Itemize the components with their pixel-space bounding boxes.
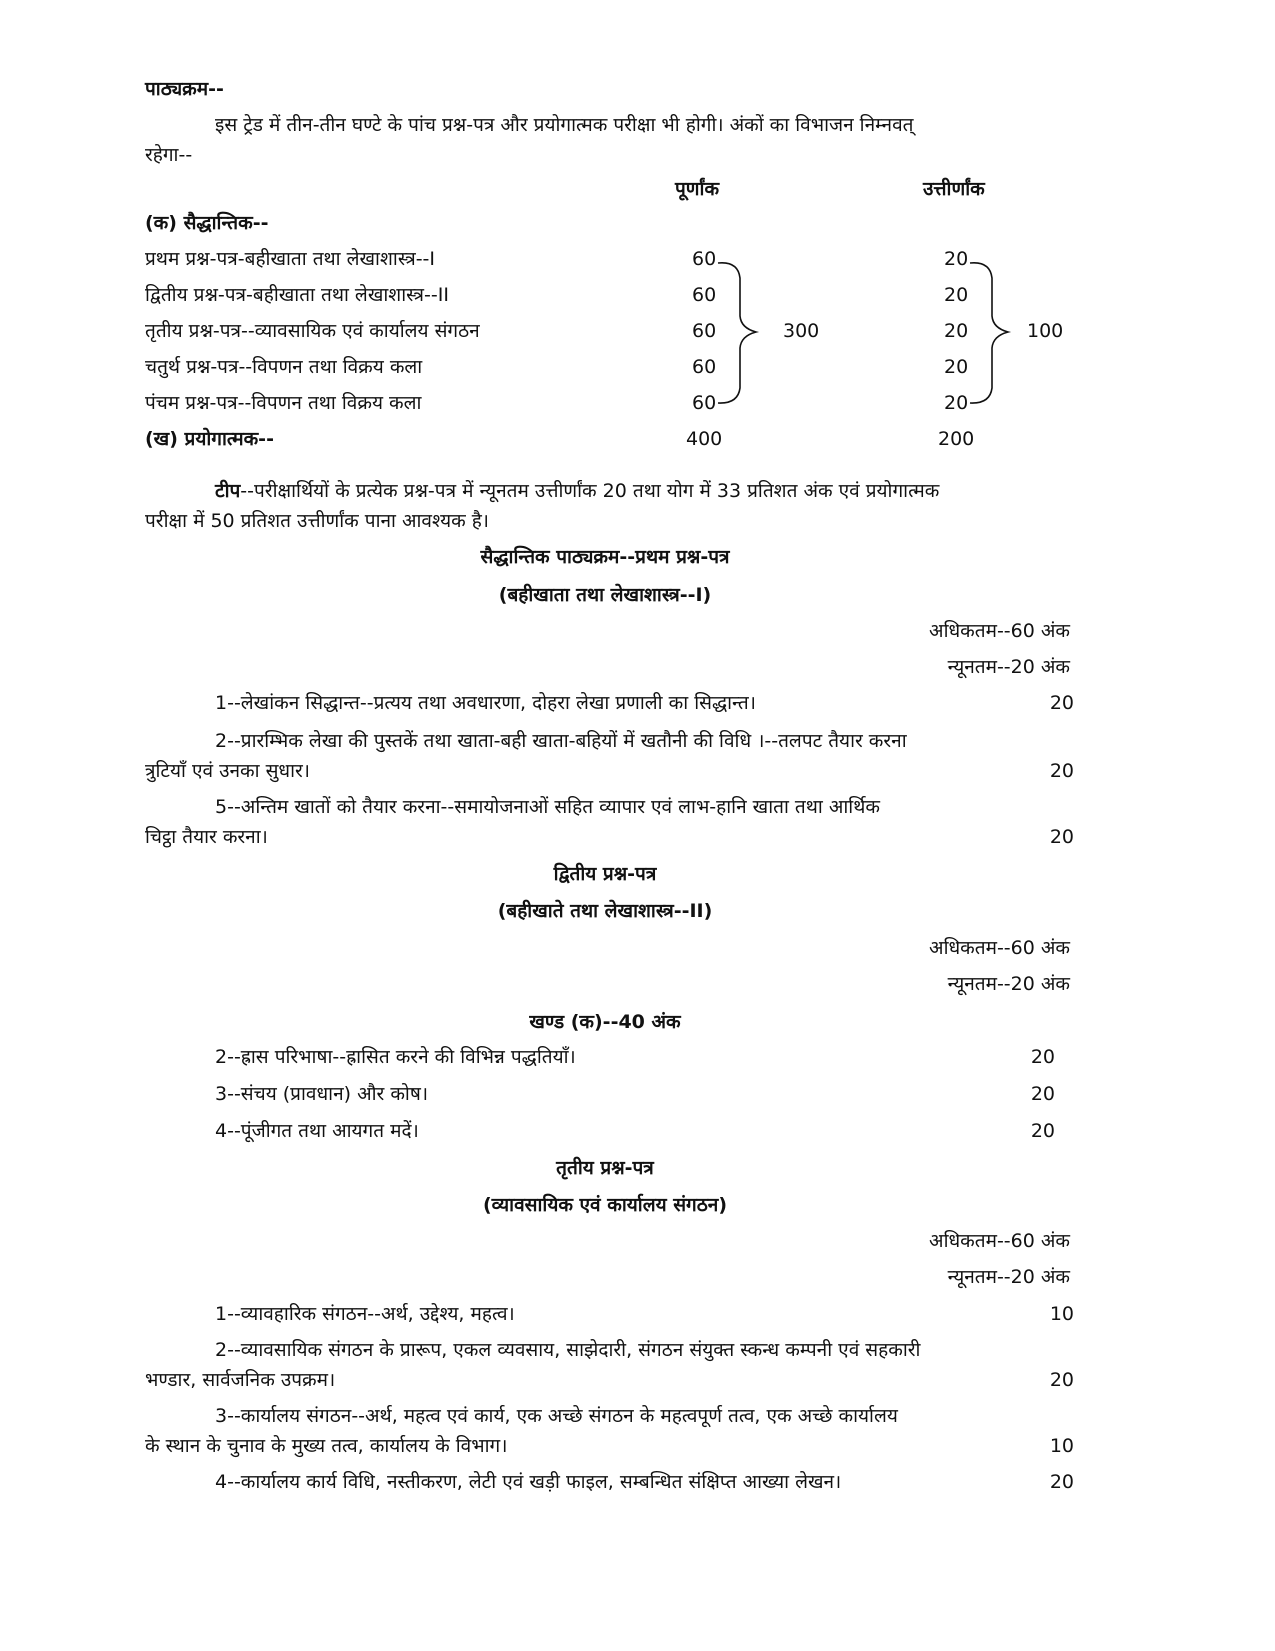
intro-line-1: इस ट्रेड में तीन-तीन घण्टे के पांच प्रश्न-पत्र और प्रयोगात्मक परीक्षा भी होगी। अंकों का विभाजन निम्नवत् bbox=[215, 114, 914, 136]
table-row-full: 60 bbox=[692, 392, 717, 414]
paper2-item: 3--संचय (प्रावधान) और कोष। bbox=[215, 1083, 429, 1105]
table-row-full: 60 bbox=[692, 284, 717, 306]
paper2-item: 4--पूंजीगत तथा आयगत मदें। bbox=[215, 1120, 419, 1142]
table-row-full: 60 bbox=[692, 320, 717, 342]
paper3-title: तृतीय प्रश्न-पत्र bbox=[556, 1157, 654, 1179]
practical-pass-marks: 200 bbox=[938, 428, 975, 450]
paper1-max-marks: अधिकतम--60 अंक bbox=[929, 620, 1070, 642]
paper3-item-marks: 10 bbox=[1049, 1435, 1074, 1457]
paper1-item-cont: त्रुटियाँ एवं उनका सुधार। bbox=[145, 760, 311, 782]
table-row-full: 60 bbox=[692, 248, 717, 270]
paper1-item-marks: 20 bbox=[1049, 692, 1074, 714]
table-row-label: प्रथम प्रश्न-पत्र-बहीखाता तथा लेखाशास्त्र--I bbox=[145, 248, 436, 270]
paper2-max-marks: अधिकतम--60 अंक bbox=[929, 937, 1070, 959]
paper3-item-cont: के स्थान के चुनाव के मुख्य तत्व, कार्यालय के विभाग। bbox=[145, 1435, 508, 1457]
table-row-full: 60 bbox=[692, 356, 717, 378]
paper3-item: 2--व्यावसायिक संगठन के प्रारूप, एकल व्यवसाय, साझेदारी, संगठन संयुक्त स्कन्ध कम्पनी एवं सहकारी bbox=[215, 1339, 921, 1361]
table-row-pass: 20 bbox=[944, 356, 969, 378]
note-line-2: परीक्षा में 50 प्रतिशत उत्तीर्णांक पाना आवश्यक है। bbox=[145, 510, 490, 532]
paper3-max-marks: अधिकतम--60 अंक bbox=[929, 1230, 1070, 1252]
paper1-min-marks: न्यूनतम--20 अंक bbox=[947, 656, 1070, 678]
paper2-item: 2--ह्रास परिभाषा--ह्रासित करने की विभिन्न पद्धतियाँ। bbox=[215, 1046, 576, 1068]
paper1-item-marks: 20 bbox=[1049, 760, 1074, 782]
practical-label: (ख) प्रयोगात्मक-- bbox=[145, 428, 274, 450]
col-header-full-marks: पूर्णांक bbox=[675, 178, 720, 200]
paper2-item-marks: 20 bbox=[1030, 1083, 1055, 1105]
practical-full-marks: 400 bbox=[686, 428, 723, 450]
paper2-item-marks: 20 bbox=[1030, 1120, 1055, 1142]
paper3-item-marks: 10 bbox=[1049, 1303, 1074, 1325]
intro-line-2: रहेगा-- bbox=[145, 144, 193, 166]
table-row-pass: 20 bbox=[944, 284, 969, 306]
paper3-item: 3--कार्यालय संगठन--अर्थ, महत्व एवं कार्य, एक अच्छे संगठन के महत्वपूर्ण तत्व, एक अच्छे कार्यालय bbox=[215, 1405, 898, 1427]
table-row-label: तृतीय प्रश्न-पत्र--व्यावसायिक एवं कार्यालय संगठन bbox=[145, 320, 480, 342]
page-heading: पाठ्यक्रम-- bbox=[145, 78, 224, 100]
col-header-pass-marks: उत्तीर्णांक bbox=[923, 178, 985, 200]
pass-marks-brace bbox=[968, 258, 1030, 408]
paper3-min-marks: न्यूनतम--20 अंक bbox=[947, 1266, 1070, 1288]
paper1-item: 2--प्रारम्भिक लेखा की पुस्तकें तथा खाता-बही खाता-बहियों में खतौनी की विधि ।--तलपट तैयार करना bbox=[215, 730, 907, 752]
paper1-subtitle: (बहीखाता तथा लेखाशास्त्र--I) bbox=[498, 584, 712, 606]
paper3-item-cont: भण्डार, सार्वजनिक उपक्रम। bbox=[145, 1369, 336, 1391]
paper3-item-marks: 20 bbox=[1049, 1471, 1074, 1493]
table-row-pass: 20 bbox=[944, 392, 969, 414]
paper2-item-marks: 20 bbox=[1030, 1046, 1055, 1068]
paper1-item: 1--लेखांकन सिद्धान्त--प्रत्यय तथा अवधारणा, दोहरा लेखा प्रणाली का सिद्धान्त। bbox=[215, 692, 756, 714]
paper3-item: 4--कार्यालय कार्य विधि, नस्तीकरण, लेटी एवं खड़ी फाइल, सम्बन्धित संक्षिप्त आख्या लेखन। bbox=[215, 1471, 842, 1493]
paper2-section-heading: खण्ड (क)--40 अंक bbox=[529, 1011, 681, 1033]
paper1-item-cont: चिट्ठा तैयार करना। bbox=[145, 826, 268, 848]
note-text: --परीक्षार्थियों के प्रत्येक प्रश्न-पत्र में न्यूनतम उत्तीर्णांक 20 तथा योग में 33 प्रतिशत अंक एवं प्रयोगात्मक bbox=[240, 480, 940, 502]
paper3-item-marks: 20 bbox=[1049, 1369, 1074, 1391]
paper2-subtitle: (बहीखाते तथा लेखाशास्त्र--II) bbox=[497, 900, 713, 922]
paper3-item: 1--व्यावहारिक संगठन--अर्थ, उद्देश्य, महत्व। bbox=[215, 1303, 515, 1325]
full-marks-total: 300 bbox=[783, 320, 820, 342]
paper1-title: सैद्धान्तिक पाठ्यक्रम--प्रथम प्रश्न-पत्र bbox=[480, 546, 730, 568]
table-row-label: पंचम प्रश्न-पत्र--विपणन तथा विक्रय कला bbox=[145, 392, 422, 414]
theory-label: (क) सैद्धान्तिक-- bbox=[145, 212, 269, 234]
table-row-label: चतुर्थ प्रश्न-पत्र--विपणन तथा विक्रय कला bbox=[145, 356, 423, 378]
paper1-item-marks: 20 bbox=[1049, 826, 1074, 848]
paper2-title: द्वितीय प्रश्न-पत्र bbox=[553, 863, 657, 885]
note-line-1 bbox=[215, 482, 939, 501]
pass-marks-total: 100 bbox=[1027, 320, 1064, 342]
note-label: टीप bbox=[215, 480, 241, 502]
table-row-pass: 20 bbox=[944, 320, 969, 342]
full-marks-brace bbox=[716, 258, 778, 408]
paper1-item: 5--अन्तिम खातों को तैयार करना--समायोजनाओं सहित व्यापार एवं लाभ-हानि खाता तथा आर्थिक bbox=[215, 796, 880, 818]
table-row-pass: 20 bbox=[944, 248, 969, 270]
table-row-label: द्वितीय प्रश्न-पत्र-बहीखाता तथा लेखाशास्त्र--II bbox=[145, 284, 449, 306]
paper3-subtitle: (व्यावसायिक एवं कार्यालय संगठन) bbox=[482, 1194, 728, 1216]
paper2-min-marks: न्यूनतम--20 अंक bbox=[947, 973, 1070, 995]
